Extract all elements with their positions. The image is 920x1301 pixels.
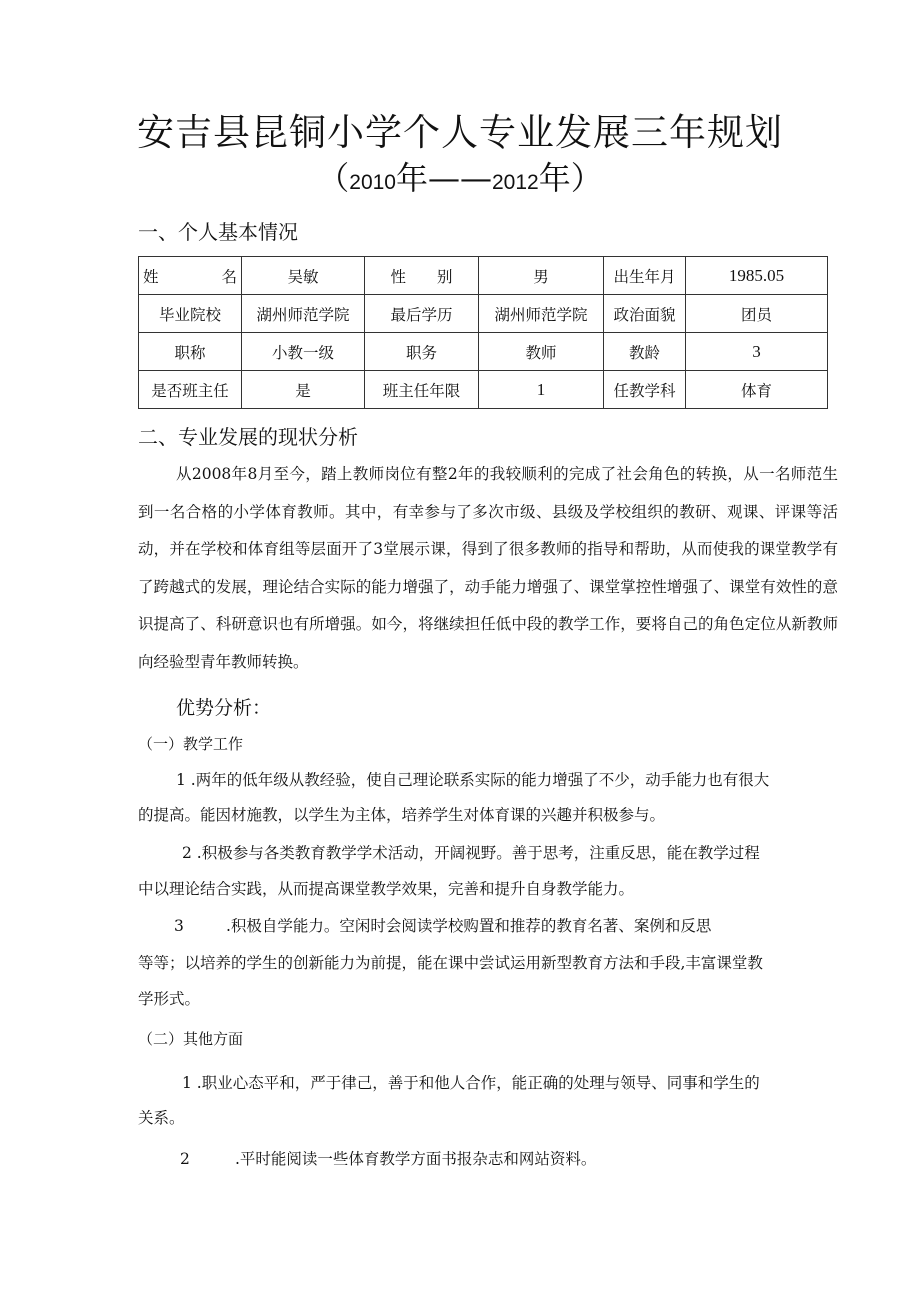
- table-cell: 毕业院校: [139, 295, 242, 333]
- sub1-item3-number: 3: [174, 917, 184, 935]
- table-cell: 性 别: [365, 257, 479, 295]
- subtitle-year-end: 2012: [492, 171, 539, 194]
- table-cell: 姓 名: [139, 257, 242, 295]
- table-cell: 班主任年限: [365, 371, 479, 409]
- sub2-item2-line1: .平时能阅读一些体育教学方面书报杂志和网站资料。: [235, 1150, 597, 1168]
- sub2-item1-line1: 1 .职业心态平和，严于律己，善于和他人合作，能正确的处理与领导、同事和学生的: [182, 1074, 760, 1092]
- table-cell: 最后学历: [365, 295, 479, 333]
- document-subtitle: [0, 158, 920, 203]
- table-cell: 团员: [686, 295, 828, 333]
- sub1-item2-line1: 2 .积极参与各类教育教学学术活动，开阔视野。善于思考，注重反思，能在教学过程: [182, 844, 760, 862]
- table-row: [139, 371, 828, 409]
- sub1-item1-line2: 的提高。能因材施教，以学生为主体，培养学生对体育课的兴趣并积极参与。: [138, 806, 666, 824]
- subtitle-word1: 年——: [395, 159, 492, 197]
- sub2-item2-number: 2: [180, 1150, 190, 1168]
- table-cell: 吴敏: [242, 257, 365, 295]
- status-analysis-paragraph: 从2008年8月至今，踏上教师岗位有整2年的我较顺利的完成了社会角色的转换，从一名师范生到一名合格的小学体育教师。其中，有幸参与了多次市级、县级及学校组织的教研、观课、评课等活动，并在学校和体育组等层面开了3堂展示课，得到了很多教师的指导和帮助，从而使我的课堂教学有了跨越式的发展，理论结合实际的能力增强了，动手能力增强了、课堂掌控性增强了、课堂有效性的意识提高了、科研意识也有所增强。如今，将继续担任低中段的教学工作，要将自己的角色定位从新教师向经验型青年教师转换。: [138, 465, 838, 671]
- table-cell: 教师: [479, 333, 604, 371]
- table-row: [139, 333, 828, 371]
- sub1-item3-line1: .积极自学能力。空闲时会阅读学校购置和推荐的教育名著、案例和反思: [226, 917, 712, 935]
- subtitle-year-start: 2010: [349, 171, 396, 194]
- subtitle-open-paren: （: [317, 159, 350, 197]
- subtitle-word2: 年）: [538, 159, 603, 197]
- table-cell: 职称: [139, 333, 242, 371]
- table-cell: 1985.05: [686, 257, 828, 295]
- table-cell: 男: [479, 257, 604, 295]
- document-title: 安吉县昆铜小学个人专业发展三年规划: [137, 111, 783, 154]
- basic-info-table: [138, 256, 828, 409]
- table-cell: 出生年月: [604, 257, 686, 295]
- section2-heading: 二、专业发展的现状分析: [138, 425, 358, 449]
- sub1-item1-line1: 1 .两年的低年级从教经验，使自己理论联系实际的能力增强了不少，动手能力也有很大: [176, 771, 770, 789]
- table-cell: 湖州师范学院: [242, 295, 365, 333]
- table-cell: 任教学科: [604, 371, 686, 409]
- table-cell: 是否班主任: [139, 371, 242, 409]
- section1-heading: 一、个人基本情况: [138, 220, 298, 244]
- table-cell: 3: [686, 333, 828, 371]
- table-cell: 政治面貌: [604, 295, 686, 333]
- sub1-item2-line2: 中以理论结合实践，从而提高课堂教学效果，完善和提升自身教学能力。: [138, 880, 635, 898]
- table-cell: 教龄: [604, 333, 686, 371]
- table-cell: 1: [479, 371, 604, 409]
- sub1-heading: （一）教学工作: [138, 735, 244, 753]
- table-cell: 湖州师范学院: [479, 295, 604, 333]
- sub1-item3-line3: 学形式。: [138, 990, 201, 1008]
- table-cell: 体育: [686, 371, 828, 409]
- table-row: [139, 257, 828, 295]
- sub1-item3-line2: 等等；以培养的学生的创新能力为前提，能在课中尝试运用新型教育方法和手段,丰富课堂教: [138, 954, 763, 972]
- table-cell: 是: [242, 371, 365, 409]
- table-cell: 职务: [365, 333, 479, 371]
- table-cell: 小教一级: [242, 333, 365, 371]
- table-row: [139, 295, 828, 333]
- sub2-heading: （二）其他方面: [138, 1030, 244, 1048]
- advantages-heading: 优势分析：: [176, 697, 272, 719]
- sub2-item1-line2: 关系。: [138, 1109, 185, 1127]
